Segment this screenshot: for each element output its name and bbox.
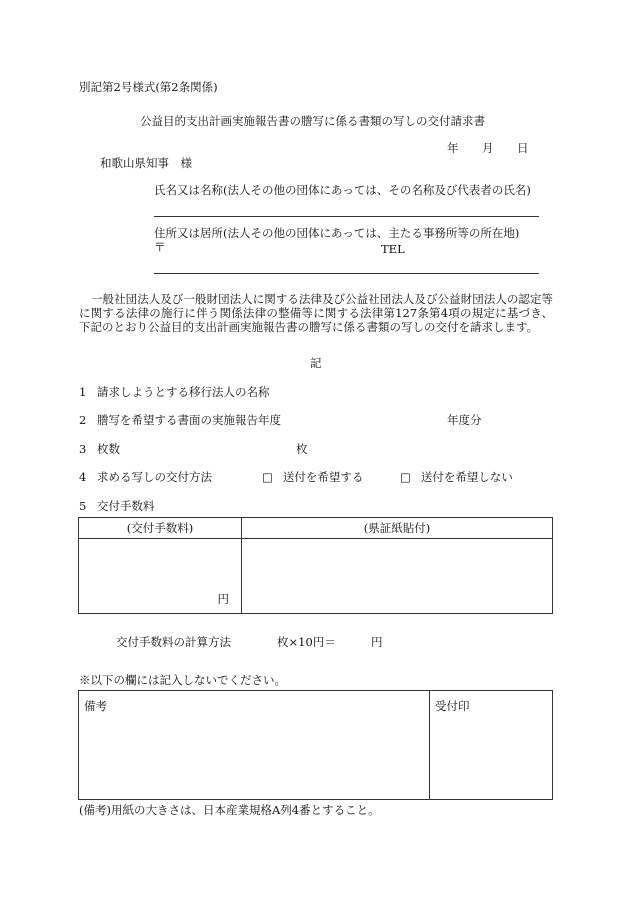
name-label: 氏名又は名称(法人その他の団体にあっては、その名称及び代表者の氏名) — [154, 183, 531, 197]
item-3-number: 3 — [79, 442, 87, 456]
option-no-send-label: 送付を希望しない — [420, 470, 513, 484]
receipt-stamp-label: 受付印 — [435, 699, 470, 713]
item-4-number: 4 — [79, 470, 87, 484]
option-send[interactable] — [262, 470, 363, 484]
checkbox-icon[interactable]: □ — [262, 470, 273, 484]
item-5-number: 5 — [79, 499, 87, 513]
name-line[interactable] — [154, 216, 539, 217]
address-label: 住所又は居所(法人その他の団体にあっては、主たる事務所等の所在地) — [154, 226, 520, 240]
postal-mark: 〒 — [154, 240, 166, 254]
office-table — [78, 690, 553, 800]
date-day: 日 — [517, 141, 529, 155]
item-5-label: 交付手数料 — [97, 499, 155, 513]
item-2-label: 謄写を希望する書面の実施報告年度 — [97, 413, 281, 427]
ki-heading: 記 — [310, 356, 322, 370]
remarks-label: 備考 — [84, 699, 107, 713]
addressee: 和歌山県知事 様 — [100, 156, 192, 170]
calc-formula: 枚×10円＝ — [277, 635, 336, 649]
remarks-cell — [79, 691, 430, 800]
stamp-cell[interactable] — [242, 539, 553, 614]
fee-table — [78, 517, 553, 614]
item-3-suffix: 枚 — [296, 442, 308, 456]
calc-label: 交付手数料の計算方法 — [116, 635, 231, 649]
tel-label: TEL — [381, 242, 405, 256]
item-2-number: 2 — [79, 413, 87, 427]
receipt-stamp-cell — [430, 691, 553, 800]
form-label: 別記第2号様式(第2条関係) — [79, 80, 218, 94]
stamp-header: (県証紙貼付) — [242, 518, 553, 539]
option-send-label: 送付を希望する — [282, 470, 364, 484]
address-line[interactable] — [154, 273, 539, 274]
option-no-send[interactable] — [400, 470, 513, 484]
fee-cell[interactable] — [79, 539, 242, 614]
document-title: 公益目的支出計画実施報告書の謄写に係る書類の写しの交付請求書 — [140, 114, 485, 128]
calc-unit: 円 — [371, 635, 383, 649]
footnote: (備考)用紙の大きさは、日本産業規格A列4番とすること。 — [79, 803, 380, 817]
item-1-label: 請求しようとする移行法人の名称 — [97, 385, 270, 399]
item-2-suffix: 年度分 — [447, 413, 482, 427]
fee-header: (交付手数料) — [79, 518, 242, 539]
date-year: 年 — [447, 141, 459, 155]
office-note: ※以下の欄には記入しないでください。 — [79, 673, 286, 687]
item-3-label: 枚数 — [97, 442, 120, 456]
item-4-label: 求める写しの交付方法 — [97, 470, 212, 484]
intro-paragraph: 一般社団法人及び一般財団法人に関する法律及び公益社団法人及び公益財団法人の認定等に関する法律の施行に伴う関係法律の整備等に関する法律第127条第4項の規定に基づき、下記のとおり公益目的支出計画実施報告書の謄写に係る書類の写しの交付を請求します。 — [79, 292, 553, 334]
checkbox-icon[interactable]: □ — [400, 470, 411, 484]
item-1-number: 1 — [79, 385, 87, 399]
fee-unit: 円 — [217, 592, 229, 606]
date-month: 月 — [482, 141, 494, 155]
